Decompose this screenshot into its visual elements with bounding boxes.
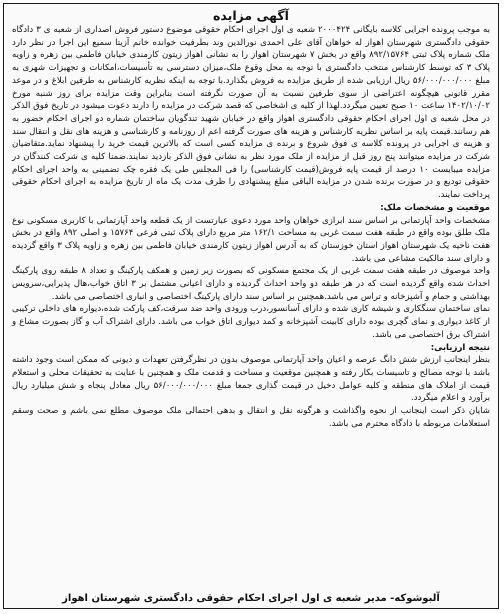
- closing-paragraph: شایان ذکر است اینجانب از نحوه واگذاشت و هرگونه نقل و انتقال و بدهی احتمالی ملک موصوف مطلع نمی باشم و صحت وسقم استعلامات مربوطه با دادگاه محترم می باشد.: [12, 406, 490, 429]
- valuation-paragraph: بنظر اینجانب ارزش شش دانگ عرصه و اعیان واحد آپارتمانی موصوف بدون در نظرگرفتن تعهدات و دیونی که ممکن است وجود داشته باشد با توجه مصالح و تاسیسات بکار رفته و همچنین موقعیت و مساحت و قدمت ملک و همچنین با عنایت به تحقیقات محلی و استعلام قیمت از املاک های منطقه و کلیه عوامل دخیل در قیمت گذاری جمعا مبلغ ۵۶/۰۰۰/۰۰۰/۰۰۰ ریال معادل پنجاه و شش میلیارد ریال برآورد و اعلام میگردد.: [12, 355, 491, 404]
- notice-title: آگهی مزایده: [213, 8, 289, 23]
- finishing-paragraph: نمای ساختمان سنگکاری و شیشه کاری شده و دارای آسانسور،درب ورودی واحد ضد سرقت،کف پارکت شده،دیواره های داخلی ترکیبی از کاغذ دیواری و نمای گچری بوده دارای کابینت آشپزخانه و کمد دیواری اتاق خواب می باشد. دارای اشتراک آب و گاز بصورت مشاع و اشتراک برق اختصاصی می باشد.: [12, 304, 490, 340]
- signature-line: آلبوشوکه- مدیر شعبه ی اول اجرای احکام حقوقی دادگستری شهرستان اهواز: [62, 593, 440, 604]
- specs-paragraph: مشخصات واحد آپارتمانی بر اساس سند ابرازی خواهان واحد مورد دعوی عبارتست از یک قطعه واحد آپارتمانی با کاربری مسکونی نوع ملک طلق بوده واقع در طبقه هفت سمت غربی به مساحت ۱۶۲/۱ متر مربع دارای پلاک ثبتی فرعی ۱۵۷۶۴ و اصلی ۸۹۲ واقع در بخش هفت ناحیه یک شهرستان اهواز استان خوزستان که به آدرس اهواز زیتون کارمندی خیابان فاطمی بین زهره و زاویه پلاک ۳ واقع گردیده و دارای سند مالکیت مشاعی می باشد.: [12, 215, 490, 264]
- property-heading: موقعیت و مشخصات ملک:: [380, 202, 490, 213]
- auction-notice: [3, 3, 499, 609]
- intro-paragraph: به موجب پرونده اجرایی کلاسه بایگانی ۲۰۰۰۴۲۴ شعبه ی اول اجرای احکام حقوقی موضوع دستور فروش اصداری از شعبه ی ۳ دادگاه حقوقی دادگستری شهرستان اهواز له خواهان آقای علی احمدی نورالدین وند بطرفیت خوانده خانم آزیتا سمیع این اجرا در نظر دارد ملک شماره پلاک ثبتی ۸۹۲/۱۵۷۶۴ واقع در بخش ۷ شهرستان اهواز را به نشانی اهواز زیتون کارمندی خیابان فاطمی بین زهره و زاویه پلاک ۳ که توسط کارشناس منتخب دادگستری با توجه به محل وقوع ملک،میزان دسترسی به تأسیسات،امکانات و تجهیزات شهری به مبلغ ۵۶/۰۰۰/۰۰۰/۰۰۰ ریال ارزیابی شده از طریق مزایده به فروش بگذارد.با توجه به اینکه نظریه کارشناس به طرفین ابلاغ و در موعد مقرر قانونی هیچگونه اعتراضی از سوی طرفین نسبت به آن صورت نگرفته است بنابراین وقت مزایده برای روز شنبه مورخ ۱۴۰۲/۱۰/۰۲ ساعت ۱۰ صبح تعیین میگردد.لهذا از کلیه ی اشخاصی که قصد شرکت در مزایده را دارند دعوت میشود در تاریخ فوق الذکر در محل شعبه ی اول اجرای احکام حقوقی دادگستری اهواز واقع در خیابان شهید تندگویان ساختمان شماره دو اجرای احکام حضور به هم رسانند.قیمت پایه بر اساس نظریه کارشناس و هزینه های صورت گرفته اعم از روزنامه و کارشناسی و هزینه های نقل و انتقال سند و هزینه ی اجرایی در پرونده کلاسه ی فوق شروع و برنده ی مزایده کسی است که بالاترین قیمت خرید را پیشنهاد نماید.متقاضیان شرکت در مزایده میتوانند پنج روز قبل از مزایده از ملک مورد نظر به نشانی فوق الذکر بازدید نمایند.ضمنا کلیه ی شرکت کنندگان در مزایده میبایست ۱۰ درصد از قیمت پایه فروش(قیمت کارشناسی) را فی المجلس طی یک فقره چک تضمینی به واحد اجرای احکام حقوقی تودیع و در صورت برنده شدن در مزایده الباقی مبلغ پیشنهادی را ظرف مدت یک ماه از تاریخ مزایده به اجرای احکام حقوقی پرداخت نمایند.: [12, 25, 490, 201]
- description-paragraph: واحد موصوف در طبقه هفت سمت غربی از یک مجتمع مسکونی که بصورت زیر زمین و همکف پارکینگ و تعداد ۸ طبقه روی پارکینگ احداث شده واقع گردیده است که در هر طبقه دو واحد احداث گردیده و دارای اعیانی مشتمل بر ۳ اتاق خواب،هال پذیرایی،سرویس بهداشتی و حمام و آشپزخانه و تراس می باشد.همچنین بر اساس سند دارای پارکینگ اختصاصی و انباری اختصاصی می باشد.: [12, 266, 490, 302]
- valuation-heading: نتیجه ارزیابی:: [430, 342, 490, 353]
